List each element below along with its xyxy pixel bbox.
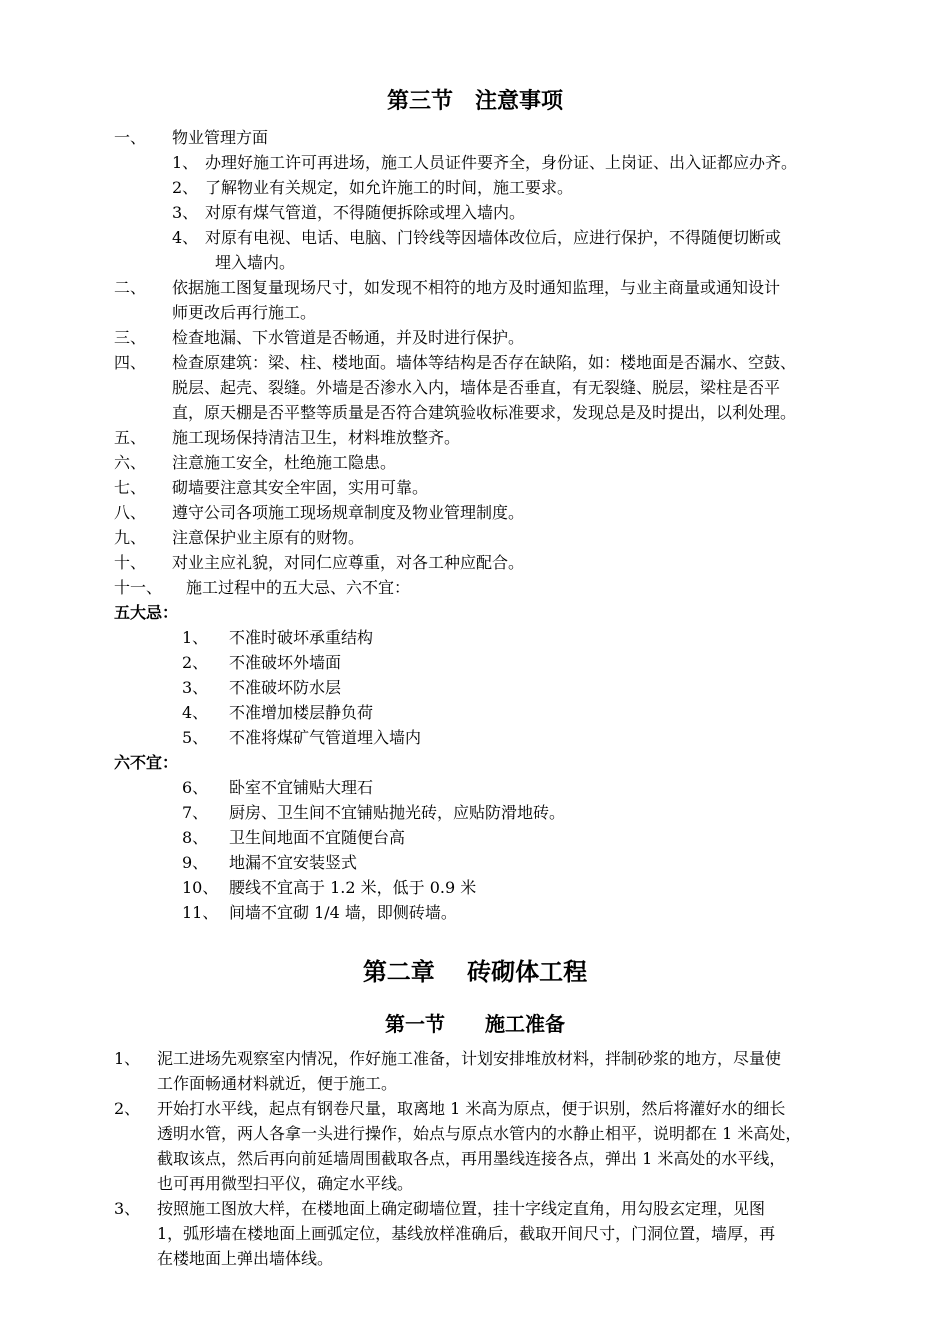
list-item: 不准时破坏承重结构 xyxy=(229,628,374,647)
sub-item-text: 了解物业有关规定，如允许施工的时间，施工要求。 xyxy=(205,178,574,197)
list-number: 8、 xyxy=(182,828,209,847)
item-text: 检查原建筑：梁、柱、楼地面。墙体等结构是否存在缺陷，如：楼地面是否漏水、空鼓、 xyxy=(172,353,797,372)
item-text: 工作面畅通材料就近，便于施工。 xyxy=(157,1074,398,1093)
section-title: 第三节 注意事项 xyxy=(386,89,563,114)
section-title: 第一节 施工准备 xyxy=(385,1012,565,1036)
item-text: 脱层、起壳、裂缝。外墙是否渗水入内，墙体是否垂直，有无裂缝、脱层，梁柱是否平 xyxy=(172,378,781,397)
list-number: 3、 xyxy=(182,678,209,697)
sub-item-number: 2、 xyxy=(172,178,199,197)
item-text: 施工现场保持清洁卫生，材料堆放整齐。 xyxy=(172,428,461,447)
item-text: 对业主应礼貌，对同仁应尊重，对各工种应配合。 xyxy=(172,553,525,572)
item-number: 一、 xyxy=(114,128,147,147)
item-text: 遵守公司各项施工现场规章制度及物业管理制度。 xyxy=(172,503,525,522)
list-number: 10、 xyxy=(182,878,219,897)
sub-item-number: 1、 xyxy=(172,153,199,172)
list-number: 1、 xyxy=(182,628,209,647)
item-number: 七、 xyxy=(114,478,147,497)
list-number: 5、 xyxy=(182,728,209,747)
list-item: 厨房、卫生间不宜铺贴抛光砖，应贴防滑地砖。 xyxy=(229,803,566,822)
item-text: 直，原天棚是否平整等质量是否符合建筑验收标准要求，发现总是及时提出，以利处理。 xyxy=(172,403,797,422)
item-text: 注意保护业主原有的财物。 xyxy=(172,528,365,547)
item-number: 十一、 xyxy=(114,578,163,597)
list-item: 卫生间地面不宜随便台高 xyxy=(229,828,406,847)
item-text: 透明水管，两人各拿一头进行操作，始点与原点水管内的水静止相平，说明都在 1 米高处， xyxy=(157,1124,802,1143)
list-number: 4、 xyxy=(182,703,209,722)
list-number: 2、 xyxy=(182,653,209,672)
item-number: 六、 xyxy=(114,453,147,472)
item-text: 物业管理方面 xyxy=(172,128,269,147)
item-text: 泥工进场先观察室内情况，作好施工准备，计划安排堆放材料，拌制砂浆的地方，尽量使 xyxy=(157,1049,782,1068)
list-number: 6、 xyxy=(182,778,209,797)
item-text: 依据施工图复量现场尺寸，如发现不相符的地方及时通知监理，与业主商量或通知设计 xyxy=(172,278,781,297)
item-number: 四、 xyxy=(114,353,147,372)
item-text: 截取该点，然后再向前延墙周围截取各点，再用墨线连接各点，弹出 1 米高处的水平线， xyxy=(157,1149,786,1168)
list-item: 不准破坏防水层 xyxy=(229,678,342,697)
item-text: 也可再用微型扫平仪，确定水平线。 xyxy=(157,1174,414,1193)
item-number: 九、 xyxy=(114,528,147,547)
item-number: 三、 xyxy=(114,328,147,347)
sub-item-text: 办理好施工许可再进场，施工人员证件要齐全，身份证、上岗证、出入证都应办齐。 xyxy=(205,153,798,172)
sub-item-text: 对原有煤气管道，不得随便拆除或埋入墙内。 xyxy=(205,203,526,222)
list-item: 不准将煤矿气管道埋入墙内 xyxy=(229,728,422,747)
list-item: 间墙不宜砌 1/4 墙，即侧砖墙。 xyxy=(229,903,457,922)
item-text: 在楼地面上弹出墙体线。 xyxy=(157,1249,334,1268)
list-item: 不准破坏外墙面 xyxy=(229,653,342,672)
item-text: 注意施工安全，杜绝施工隐患。 xyxy=(172,453,397,472)
six-not-label: 六不宜： xyxy=(114,753,179,772)
list-number: 11、 xyxy=(182,903,219,922)
list-item: 腰线不宜高于 1.2 米，低于 0.9 米 xyxy=(229,878,477,897)
item-text: 砌墙要注意其安全牢固，实用可靠。 xyxy=(172,478,429,497)
item-text: 1，弧形墙在楼地面上画弧定位，基线放样准确后，截取开间尺寸，门洞位置，墙厚，再 xyxy=(157,1224,776,1243)
list-item: 地漏不宜安装竖式 xyxy=(229,853,358,872)
sub-item-text: 对原有电视、电话、电脑、门铃线等因墙体改位后，应进行保护，不得随便切断或 xyxy=(205,228,782,247)
item-number: 3、 xyxy=(114,1199,141,1218)
item-text: 检查地漏、下水管道是否畅通，并及时进行保护。 xyxy=(172,328,525,347)
item-number: 二、 xyxy=(114,278,147,297)
list-item: 不准增加楼层静负荷 xyxy=(229,703,374,722)
item-text: 施工过程中的五大忌、六不宜： xyxy=(186,578,411,597)
item-text: 按照施工图放大样，在楼地面上确定砌墙位置，挂十字线定直角，用勾股玄定理，见图 xyxy=(157,1199,766,1218)
item-text: 师更改后再行施工。 xyxy=(172,303,317,322)
chapter-title: 第二章 砖砌体工程 xyxy=(362,958,588,986)
sub-item-number: 4、 xyxy=(172,228,199,247)
five-taboos-label: 五大忌： xyxy=(114,603,179,622)
item-number: 八、 xyxy=(114,503,147,522)
item-number: 2、 xyxy=(114,1099,141,1118)
item-text: 开始打水平线，起点有钢卷尺量，取离地 1 米高为原点，便于识别，然后将灌好水的细长 xyxy=(157,1099,786,1118)
list-number: 7、 xyxy=(182,803,209,822)
sub-item-number: 3、 xyxy=(172,203,199,222)
item-number: 十、 xyxy=(114,553,147,572)
list-item: 卧室不宜铺贴大理石 xyxy=(229,778,374,797)
sub-item-text: 埋入墙内。 xyxy=(215,253,296,272)
item-number: 五、 xyxy=(114,428,147,447)
item-number: 1、 xyxy=(114,1049,141,1068)
list-number: 9、 xyxy=(182,853,209,872)
